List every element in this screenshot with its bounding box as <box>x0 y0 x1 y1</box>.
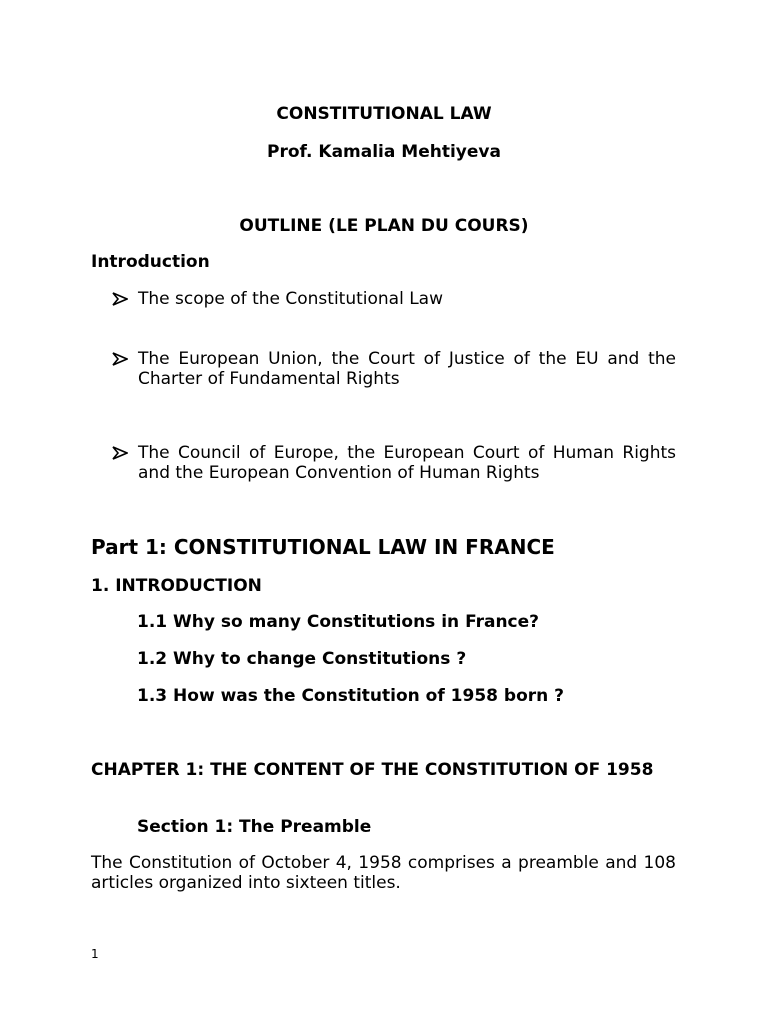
arrow-bullet-icon <box>112 446 128 460</box>
part1-intro-heading: 1. INTRODUCTION <box>91 576 262 596</box>
preamble-paragraph: The Constitution of October 4, 1958 comprises a preamble and 108 articles organized into sixteen titles. <box>91 853 676 893</box>
author-name: Prof. Kamalia Mehtiyeva <box>267 142 501 162</box>
section1-heading: Section 1: The Preamble <box>137 817 372 837</box>
arrow-bullet-icon <box>112 292 128 306</box>
arrow-bullet-icon <box>112 352 128 366</box>
introduction-heading: Introduction <box>91 252 210 272</box>
intro-bullet-text: The European Union, the Court of Justice of the EU and the Charter of Fundamental Rights <box>138 349 676 389</box>
subsection-1-1: 1.1 Why so many Constitutions in France? <box>137 612 540 632</box>
intro-bullet-3 <box>112 443 676 483</box>
intro-bullet-text: The scope of the Constitutional Law <box>138 289 444 309</box>
intro-bullet-text: The Council of Europe, the European Court of Human Rights and the European Convention of Human Rights <box>138 443 676 483</box>
intro-bullet-1 <box>112 289 676 309</box>
intro-bullet-2 <box>112 349 676 389</box>
subsection-1-3: 1.3 How was the Constitution of 1958 born ? <box>137 686 565 706</box>
document-title: CONSTITUTIONAL LAW <box>276 104 492 124</box>
part1-heading: Part 1: CONSTITUTIONAL LAW IN FRANCE <box>91 535 555 559</box>
page-number: 1 <box>91 947 99 961</box>
chapter1-heading: CHAPTER 1: THE CONTENT OF THE CONSTITUTION OF 1958 <box>91 760 654 780</box>
outline-title: OUTLINE (LE PLAN DU COURS) <box>239 216 529 236</box>
subsection-1-2: 1.2 Why to change Constitutions ? <box>137 649 467 669</box>
